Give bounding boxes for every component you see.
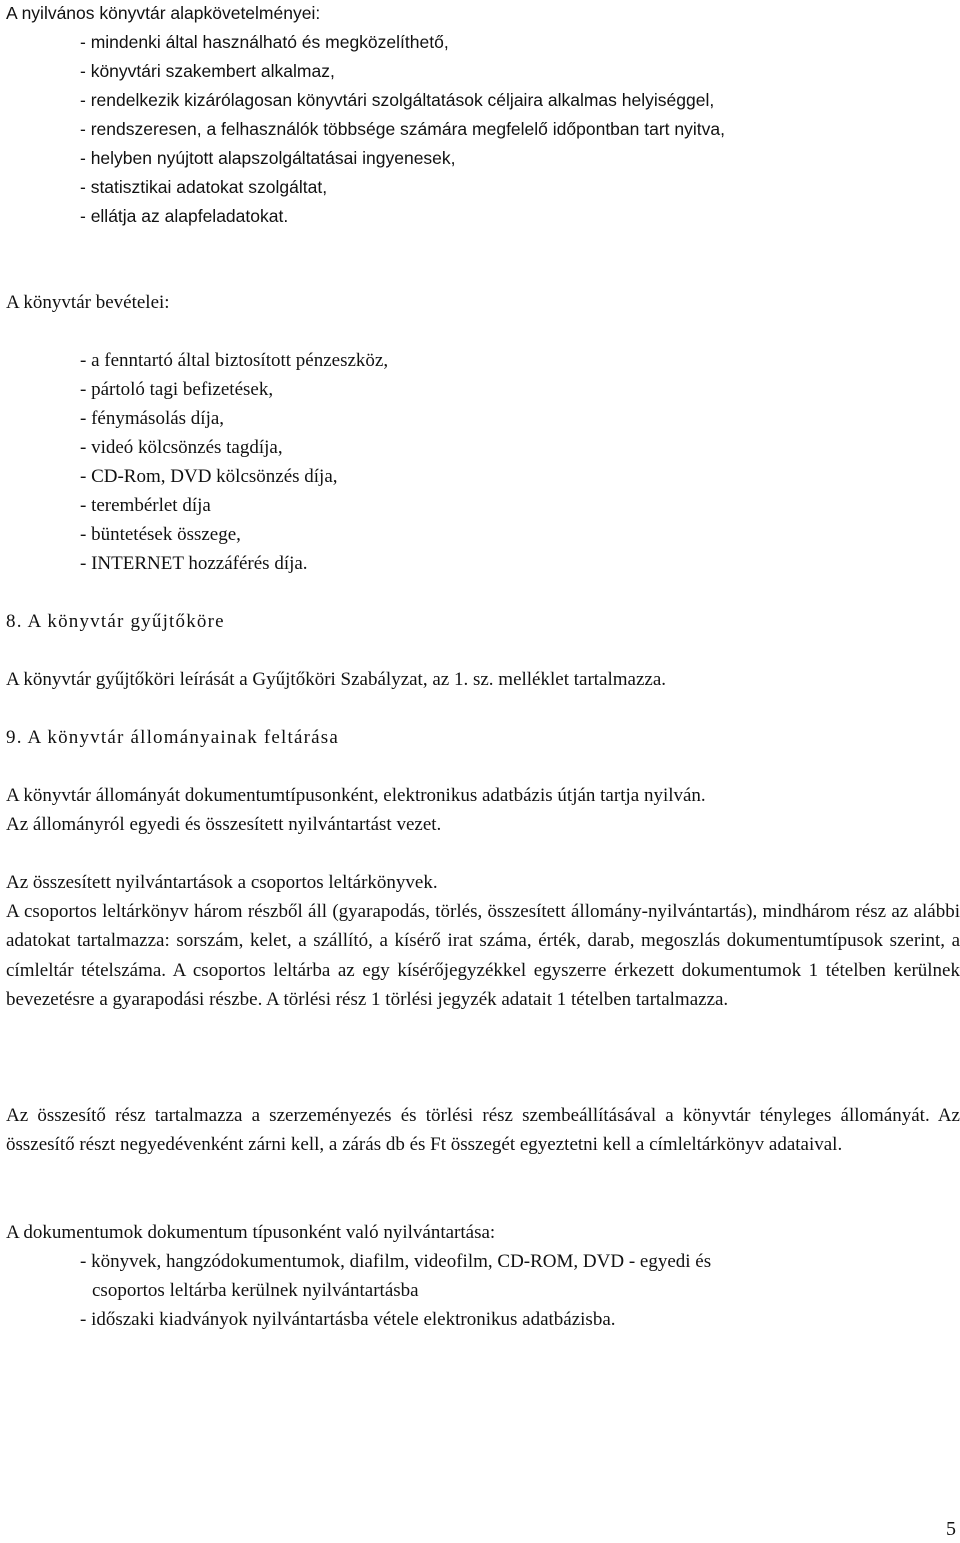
doc-types-title: A dokumentumok dokumentum típusonként való nyilvántartása:: [6, 1222, 496, 1243]
section-9-line: A könyvtár állományát dokumentumtípusonként, elektronikus adatbázis útján tartja nyilván.: [6, 785, 706, 806]
section-8-heading: 8. A könyvtár gyűjtőköre: [6, 611, 225, 632]
requirements-item: - statisztikai adatokat szolgáltat,: [80, 177, 328, 197]
requirements-item: - rendszeresen, a felhasználók többsége számára megfelelő időpontban tart nyitva,: [80, 119, 725, 139]
doc-types-item-continuation: csoportos leltárba kerülnek nyilvántartásba: [92, 1280, 419, 1301]
requirements-item: - rendelkezik kizárólagosan könyvtári szolgáltatások céljaira alkalmas helyiséggel,: [80, 90, 715, 110]
requirements-item: - mindenki által használható és megközelíthető,: [80, 32, 449, 52]
section-9-paragraph: Az összesítő rész tartalmazza a szerzeményezés és törlési rész szembeállításával a könyvtár tényleges állományát. Az összesítő részt negyedévenként zárni kell, a zárás db és Ft összegét egyeztetni kell a címleltárkönyv adataival.: [6, 1105, 960, 1156]
requirements-item: - helyben nyújtott alapszolgáltatásai ingyenesek,: [80, 148, 456, 168]
requirements-item: - könyvtári szakembert alkalmaz,: [80, 61, 335, 81]
income-title: A könyvtár bevételei:: [6, 292, 170, 313]
income-item: - a fenntartó által biztosított pénzeszköz,: [80, 350, 389, 371]
income-item: - pártoló tagi befizetések,: [80, 379, 274, 400]
requirements-title: A nyilvános könyvtár alapkövetelményei:: [6, 3, 321, 23]
doc-types-item: - időszaki kiadványok nyilvántartásba vétele elektronikus adatbázisba.: [80, 1309, 616, 1330]
income-item: - büntetések összege,: [80, 524, 241, 545]
section-9-line: Az állományról egyedi és összesített nyilvántartást vezet.: [6, 814, 442, 835]
doc-types-item: - könyvek, hangzódokumentumok, diafilm, videofilm, CD-ROM, DVD - egyedi és: [80, 1251, 712, 1272]
income-item: - videó kölcsönzés tagdíja,: [80, 437, 283, 458]
income-item: - INTERNET hozzáférés díja.: [80, 553, 308, 574]
section-9-paragraph: A csoportos leltárkönyv három részből áll (gyarapodás, törlés, összesített állomány-nyilvántartás), mindhárom rész az alábbi adatokat tartalmazza: sorszám, kelet, a szállító, a kísérő irat száma, érték, darab, megoszlás dokumentumtípusok szerint, a címleltár tételszáma. A csoportos leltárba az egy kísérőjegyzékkel egyszerre érkezett dokumentumok 1 tételben kerülnek bevezetésre a gyarapodási részbe. A törlési rész 1 törlési jegyzék adatait 1 tételben tartalmazza.: [6, 901, 960, 1010]
income-item: - fénymásolás díja,: [80, 408, 225, 429]
income-item: - CD-Rom, DVD kölcsönzés díja,: [80, 466, 338, 487]
page-number: 5: [946, 1518, 956, 1540]
section-9-heading: 9. A könyvtár állományainak feltárása: [6, 727, 339, 748]
requirements-item: - ellátja az alapfeladatokat.: [80, 206, 289, 226]
income-item: - terembérlet díja: [80, 495, 211, 516]
section-9-summary-line: Az összesített nyilvántartások a csoportos leltárkönyvek.: [6, 872, 438, 893]
section-8-text: A könyvtár gyűjtőköri leírását a Gyűjtőköri Szabályzat, az 1. sz. melléklet tartalmazza.: [6, 669, 667, 690]
